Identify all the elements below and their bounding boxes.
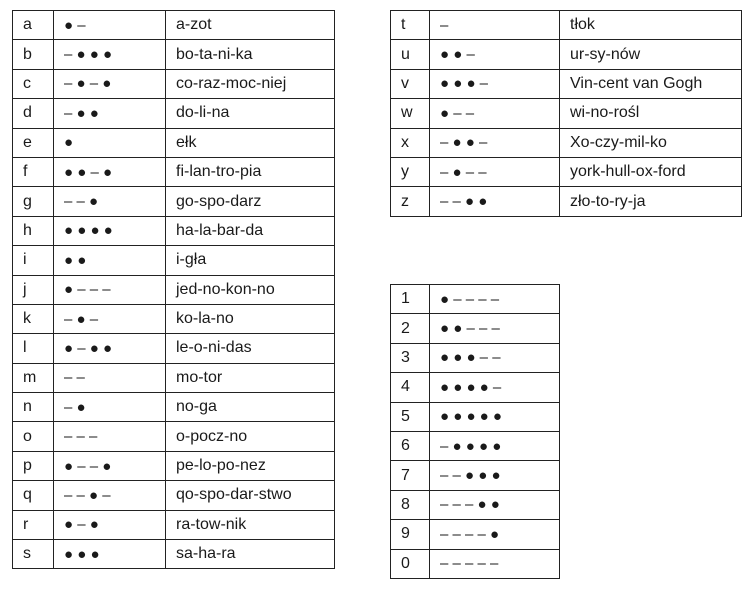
table-row (13, 363, 335, 392)
table-row (391, 187, 742, 216)
mnemonic-cell: ko-la-no (166, 304, 335, 333)
symbol-cell: 4 (391, 373, 430, 402)
table-row (391, 69, 742, 98)
table-row (13, 451, 335, 480)
mnemonic-cell: bo-ta-ni-ka (166, 40, 335, 69)
symbol-cell: f (13, 157, 54, 186)
morse-code-cell: ● – – (430, 99, 560, 128)
morse-code-cell: – – – – – (430, 549, 560, 578)
symbol-cell: b (13, 40, 54, 69)
mnemonic-cell: a-zot (166, 11, 335, 40)
symbol-cell: w (391, 99, 430, 128)
morse-code-cell: ● ● – ● (54, 157, 166, 186)
morse-code-cell: ● – – ● (54, 451, 166, 480)
mnemonic-cell: sa-ha-ra (166, 540, 335, 569)
symbol-cell: t (391, 11, 430, 40)
mnemonic-cell: go-spo-darz (166, 187, 335, 216)
morse-code-cell: ● – ● (54, 510, 166, 539)
symbol-cell: p (13, 451, 54, 480)
table-row (13, 540, 335, 569)
mnemonic-cell: pe-lo-po-nez (166, 451, 335, 480)
morse-code-cell: – ● – – (430, 157, 560, 186)
symbol-cell: a (13, 11, 54, 40)
symbol-cell: m (13, 363, 54, 392)
table-row (391, 402, 560, 431)
table-row (391, 157, 742, 186)
morse-code-cell: ● ● ● ● – (430, 373, 560, 402)
symbol-cell: 0 (391, 549, 430, 578)
table-row (391, 490, 560, 519)
symbol-cell: g (13, 187, 54, 216)
mnemonic-cell: ełk (166, 128, 335, 157)
table-row (391, 40, 742, 69)
mnemonic-cell: co-raz-moc-niej (166, 69, 335, 98)
morse-code-cell: – – ● – (54, 481, 166, 510)
morse-code-cell: – ● ● (54, 99, 166, 128)
morse-code-cell: – – – ● ● (430, 490, 560, 519)
symbol-cell: 2 (391, 314, 430, 343)
table-row (391, 343, 560, 372)
mnemonic-cell: ra-tow-nik (166, 510, 335, 539)
symbol-cell: x (391, 128, 430, 157)
morse-table-letters-t-z (390, 10, 742, 217)
mnemonic-cell: ha-la-bar-da (166, 216, 335, 245)
table-row (391, 11, 742, 40)
mnemonic-cell: qo-spo-dar-stwo (166, 481, 335, 510)
table-row (13, 11, 335, 40)
symbol-cell: k (13, 304, 54, 333)
mnemonic-cell: Xo-czy-mil-ko (560, 128, 742, 157)
symbol-cell: 7 (391, 461, 430, 490)
morse-code-cell: ● – – – (54, 275, 166, 304)
table-row (13, 510, 335, 539)
morse-code-cell: ● – – – – (430, 285, 560, 314)
table-row (13, 246, 335, 275)
mnemonic-cell: do-li-na (166, 99, 335, 128)
symbol-cell: i (13, 246, 54, 275)
table-row (13, 334, 335, 363)
symbol-cell: 8 (391, 490, 430, 519)
mnemonic-cell: no-ga (166, 393, 335, 422)
mnemonic-cell: le-o-ni-das (166, 334, 335, 363)
table-row (13, 393, 335, 422)
morse-code-cell: – ● – ● (54, 69, 166, 98)
table-row (391, 373, 560, 402)
table-row (391, 520, 560, 549)
mnemonic-cell: o-pocz-no (166, 422, 335, 451)
morse-code-cell: – – – (54, 422, 166, 451)
morse-code-cell: ● – (54, 11, 166, 40)
table-row (391, 461, 560, 490)
table-row (391, 285, 560, 314)
table-row (13, 128, 335, 157)
table-row (13, 187, 335, 216)
table-row (13, 69, 335, 98)
table-row (13, 157, 335, 186)
morse-code-cell: ● ● ● ● (54, 216, 166, 245)
symbol-cell: n (13, 393, 54, 422)
symbol-cell: 9 (391, 520, 430, 549)
mnemonic-cell: mo-tor (166, 363, 335, 392)
mnemonic-cell: Vin-cent van Gogh (560, 69, 742, 98)
morse-code-cell: ● (54, 128, 166, 157)
symbol-cell: u (391, 40, 430, 69)
morse-table-digits (390, 284, 560, 579)
morse-code-cell: – ● – (54, 304, 166, 333)
morse-code-cell: – (430, 11, 560, 40)
table-row (391, 431, 560, 460)
symbol-cell: r (13, 510, 54, 539)
morse-code-cell: ● ● (54, 246, 166, 275)
symbol-cell: 5 (391, 402, 430, 431)
mnemonic-cell: tłok (560, 11, 742, 40)
table-row (13, 99, 335, 128)
morse-code-cell: ● ● – – – (430, 314, 560, 343)
morse-table-letters-a-s (12, 10, 335, 569)
morse-code-cell: ● ● ● – – (430, 343, 560, 372)
table-row (13, 216, 335, 245)
mnemonic-cell: wi-no-rośl (560, 99, 742, 128)
symbol-cell: e (13, 128, 54, 157)
morse-code-cell: – – ● ● ● (430, 461, 560, 490)
mnemonic-cell: zło-to-ry-ja (560, 187, 742, 216)
morse-code-cell: – ● ● – (430, 128, 560, 157)
symbol-cell: h (13, 216, 54, 245)
mnemonic-cell: jed-no-kon-no (166, 275, 335, 304)
symbol-cell: j (13, 275, 54, 304)
morse-code-cell: – ● ● ● (54, 40, 166, 69)
table-row (391, 99, 742, 128)
symbol-cell: 3 (391, 343, 430, 372)
symbol-cell: q (13, 481, 54, 510)
morse-code-cell: ● ● ● (54, 540, 166, 569)
table-row (13, 40, 335, 69)
morse-code-cell: – ● (54, 393, 166, 422)
morse-code-cell: ● ● – (430, 40, 560, 69)
table-row (391, 314, 560, 343)
symbol-cell: d (13, 99, 54, 128)
symbol-cell: 1 (391, 285, 430, 314)
mnemonic-cell: i-gła (166, 246, 335, 275)
symbol-cell: v (391, 69, 430, 98)
morse-code-cell: – – (54, 363, 166, 392)
symbol-cell: z (391, 187, 430, 216)
symbol-cell: c (13, 69, 54, 98)
table-row (13, 304, 335, 333)
mnemonic-cell: fi-lan-tro-pia (166, 157, 335, 186)
symbol-cell: 6 (391, 431, 430, 460)
morse-code-cell: ● ● ● – (430, 69, 560, 98)
table-row (391, 128, 742, 157)
morse-code-cell: – – – – ● (430, 520, 560, 549)
morse-code-cell: – ● ● ● ● (430, 431, 560, 460)
table-row (13, 275, 335, 304)
morse-code-cell: – – ● (54, 187, 166, 216)
mnemonic-cell: ur-sy-nów (560, 40, 742, 69)
symbol-cell: l (13, 334, 54, 363)
morse-code-cell: ● – ● ● (54, 334, 166, 363)
symbol-cell: o (13, 422, 54, 451)
symbol-cell: s (13, 540, 54, 569)
symbol-cell: y (391, 157, 430, 186)
morse-code-cell: – – ● ● (430, 187, 560, 216)
table-row (391, 549, 560, 578)
mnemonic-cell: york-hull-ox-ford (560, 157, 742, 186)
table-row (13, 481, 335, 510)
table-row (13, 422, 335, 451)
morse-code-cell: ● ● ● ● ● (430, 402, 560, 431)
